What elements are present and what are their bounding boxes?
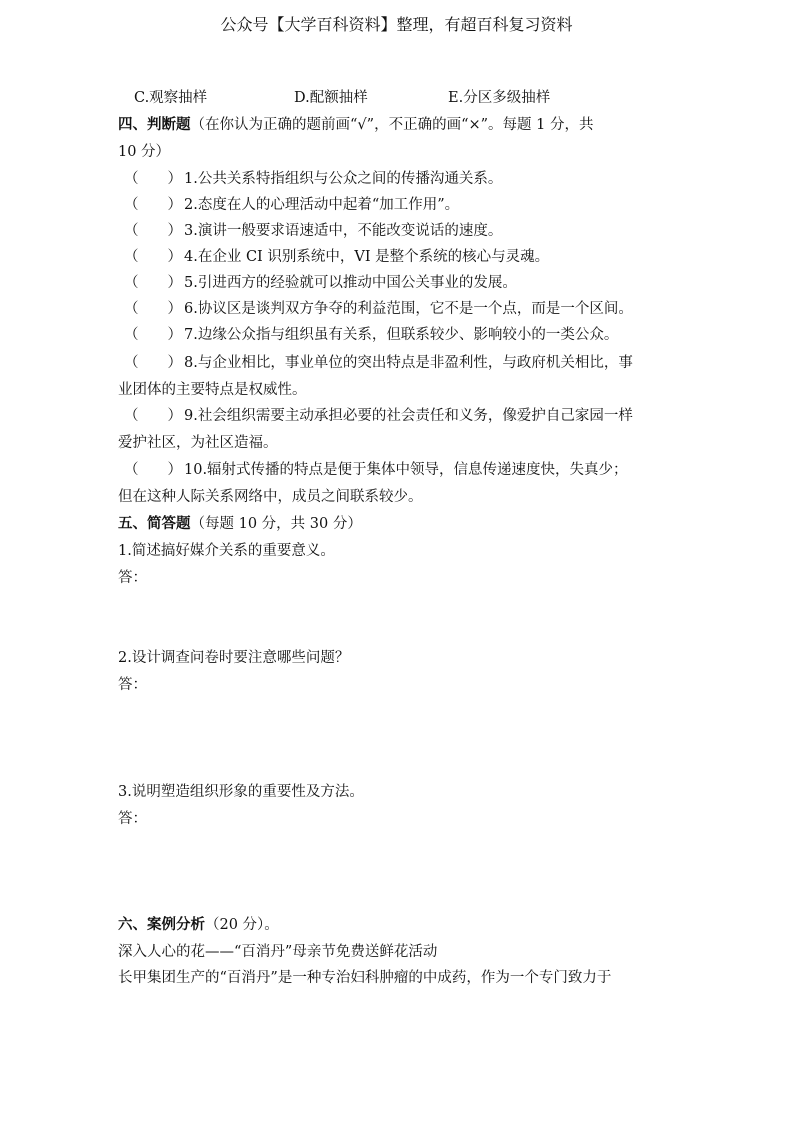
section4-desc: （在你认为正确的题前画“√”，不正确的画“×”。每题 1 分，共 (190, 117, 594, 133)
case-title: 深入人心的花——“百消丹”母亲节免费送鲜花活动 (118, 944, 438, 960)
section6-heading (118, 915, 279, 935)
judge-item-4: （ ） 4.在企业 CI 识别系统中，VI 是整个系统的核心与灵魂。 (124, 249, 550, 265)
section6-desc: （20 分）。 (205, 917, 279, 933)
section5-heading (118, 514, 362, 534)
answer-label-3: 答： (118, 811, 147, 827)
judge-item-7: （ ） 7.边缘公众指与组织虽有关系，但联系较少、影响较小的一类公众。 (124, 327, 619, 343)
judge-item-3: （ ） 3.演讲一般要求语速适中，不能改变说话的速度。 (124, 223, 503, 239)
judge-item-1: （ ） 1.公共关系特指组织与公众之间的传播沟通关系。 (124, 171, 503, 187)
page-header: 公众号【大学百科资料】整理，有超百科复习资料 (220, 15, 573, 34)
answer-paren[interactable]: （ ） (124, 301, 182, 317)
judge-item-10-cont: 但在这种人际关系网络中，成员之间联系较少。 (118, 489, 423, 505)
option-c: C.观察抽样 (134, 90, 208, 106)
answer-label-2: 答： (118, 677, 147, 693)
section4-title: 四、判断题 (118, 116, 191, 133)
answer-paren[interactable]: （ ） (124, 462, 182, 478)
answer-paren[interactable]: （ ） (124, 327, 182, 343)
judge-item-2: （ ） 2.态度在人的心理活动中起着“加工作用”。 (124, 197, 460, 213)
question-3: 3.说明塑造组织形象的重要性及方法。 (118, 784, 364, 800)
judge-item-9: （ ） 9.社会组织需要主动承担必要的社会责任和义务，像爱护自己家园一样 (124, 408, 633, 424)
answer-area-3[interactable] (118, 832, 678, 907)
section6-title: 六、案例分析 (118, 916, 205, 933)
judge-item-5: （ ） 5.引进西方的经验就可以推动中国公关事业的发展。 (124, 275, 517, 291)
judge-item-10: （ ） 10.辐射式传播的特点是便于集体中领导，信息传递速度快，失真少； (124, 462, 628, 478)
section5-title: 五、简答题 (118, 515, 191, 532)
answer-paren[interactable]: （ ） (124, 275, 182, 291)
judge-item-8-cont: 业团体的主要特点是权威性。 (118, 382, 307, 398)
answer-label-1: 答： (118, 570, 147, 586)
option-d: D.配额抽样 (294, 90, 368, 106)
answer-paren[interactable]: （ ） (124, 223, 182, 239)
question-2: 2.设计调查问卷时要注意哪些问题？ (118, 650, 350, 666)
answer-area-2[interactable] (118, 698, 678, 778)
judge-item-9-cont: 爱护社区，为社区造福。 (118, 435, 278, 451)
question-1: 1.简述搞好媒介关系的重要意义。 (118, 543, 335, 559)
section4-desc-cont: 10 分） (118, 144, 171, 160)
answer-area-1[interactable] (118, 590, 678, 645)
option-e: E.分区多级抽样 (448, 90, 551, 106)
answer-paren[interactable]: （ ） (124, 408, 182, 424)
answer-paren[interactable]: （ ） (124, 197, 182, 213)
answer-paren[interactable]: （ ） (124, 171, 182, 187)
section5-desc: （每题 10 分，共 30 分） (190, 516, 362, 532)
case-text: 长甲集团生产的“百消丹”是一种专治妇科肿瘤的中成药，作为一个专门致力于 (118, 970, 612, 986)
judge-item-8: （ ） 8.与企业相比，事业单位的突出特点是非盈利性，与政府机关相比，事 (124, 355, 633, 371)
answer-paren[interactable]: （ ） (124, 355, 182, 371)
answer-paren[interactable]: （ ） (124, 249, 182, 265)
section4-heading (118, 115, 593, 135)
judge-item-6: （ ） 6.协议区是谈判双方争夺的利益范围，它不是一个点，而是一个区间。 (124, 301, 633, 317)
